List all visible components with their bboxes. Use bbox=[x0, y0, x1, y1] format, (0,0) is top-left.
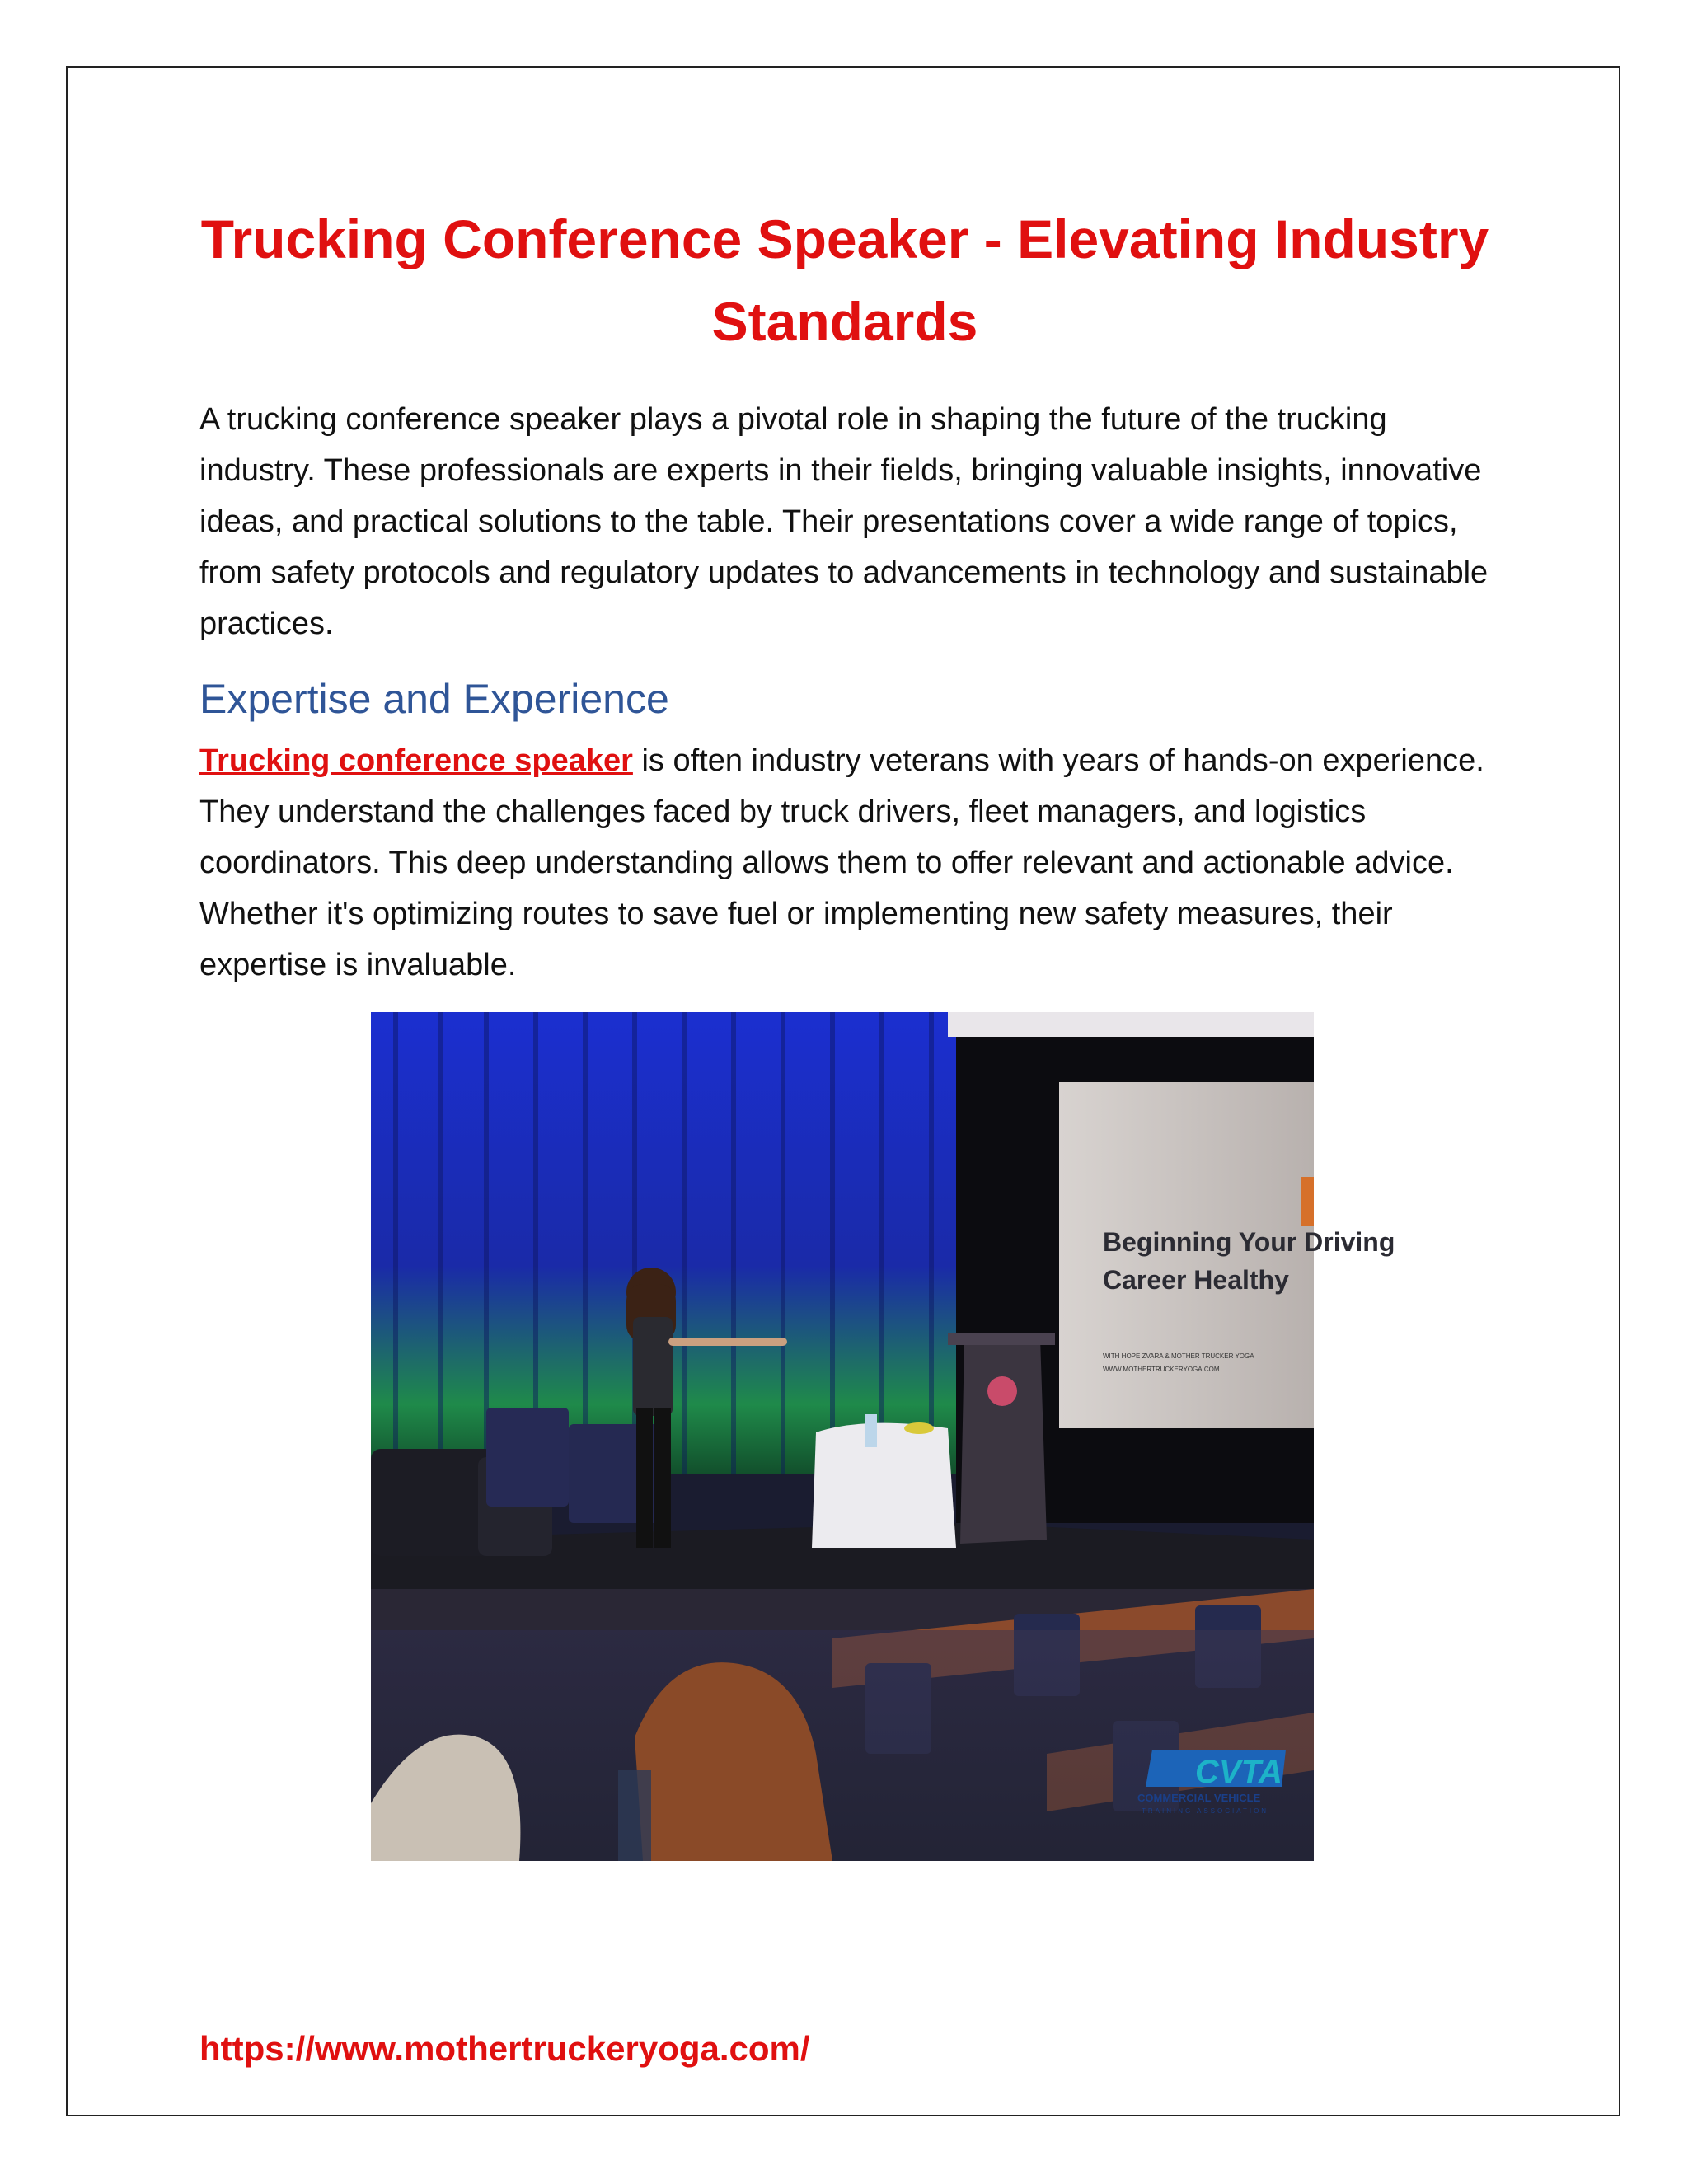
cvta-logo-sub1: COMMERCIAL VEHICLE bbox=[1137, 1792, 1261, 1804]
speaker-link[interactable]: Trucking conference speaker bbox=[199, 743, 633, 778]
screen-small-line1: WITH HOPE ZVARA & MOTHER TRUCKER YOGA bbox=[1103, 1352, 1254, 1360]
footer-url-link[interactable]: https://www.mothertruckeryoga.com/ bbox=[199, 2029, 810, 2068]
expertise-paragraph bbox=[199, 735, 1502, 991]
screen-title-line2: Career Healthy bbox=[1103, 1265, 1289, 1295]
screen-title-line1: Beginning Your Driving bbox=[1103, 1227, 1395, 1257]
screen-small-line2: WWW.MOTHERTRUCKERYOGA.COM bbox=[1103, 1366, 1220, 1373]
conference-photo bbox=[371, 1012, 1395, 1861]
intro-paragraph: A trucking conference speaker plays a pivotal role in shaping the future of the trucking industry. These professionals are experts in their fields, bringing valuable insights, innovative ideas, and practical solutions to the table. Their presentations cover a wide range of topics, from safety protocols and regulatory updates to advancements in technology and sustainable practices. bbox=[199, 402, 1489, 641]
cvta-logo-text: CVTA bbox=[1195, 1754, 1282, 1790]
section-heading: Expertise and Experience bbox=[199, 676, 669, 722]
page-title: Trucking Conference Speaker - Elevating Industry Standards bbox=[200, 209, 1489, 352]
cvta-logo-sub2: TRAINING ASSOCIATION bbox=[1142, 1807, 1269, 1815]
expertise-body: is often industry veterans with years of hands-on experience. They understand the challenges faced by truck drivers, fleet managers, and logistics coordinators. This deep understanding allows them to offer relevant and actionable advice. Whether it's optimizing routes to save fuel or implementing new safety measures, their expertise is invaluable. bbox=[199, 743, 1484, 982]
